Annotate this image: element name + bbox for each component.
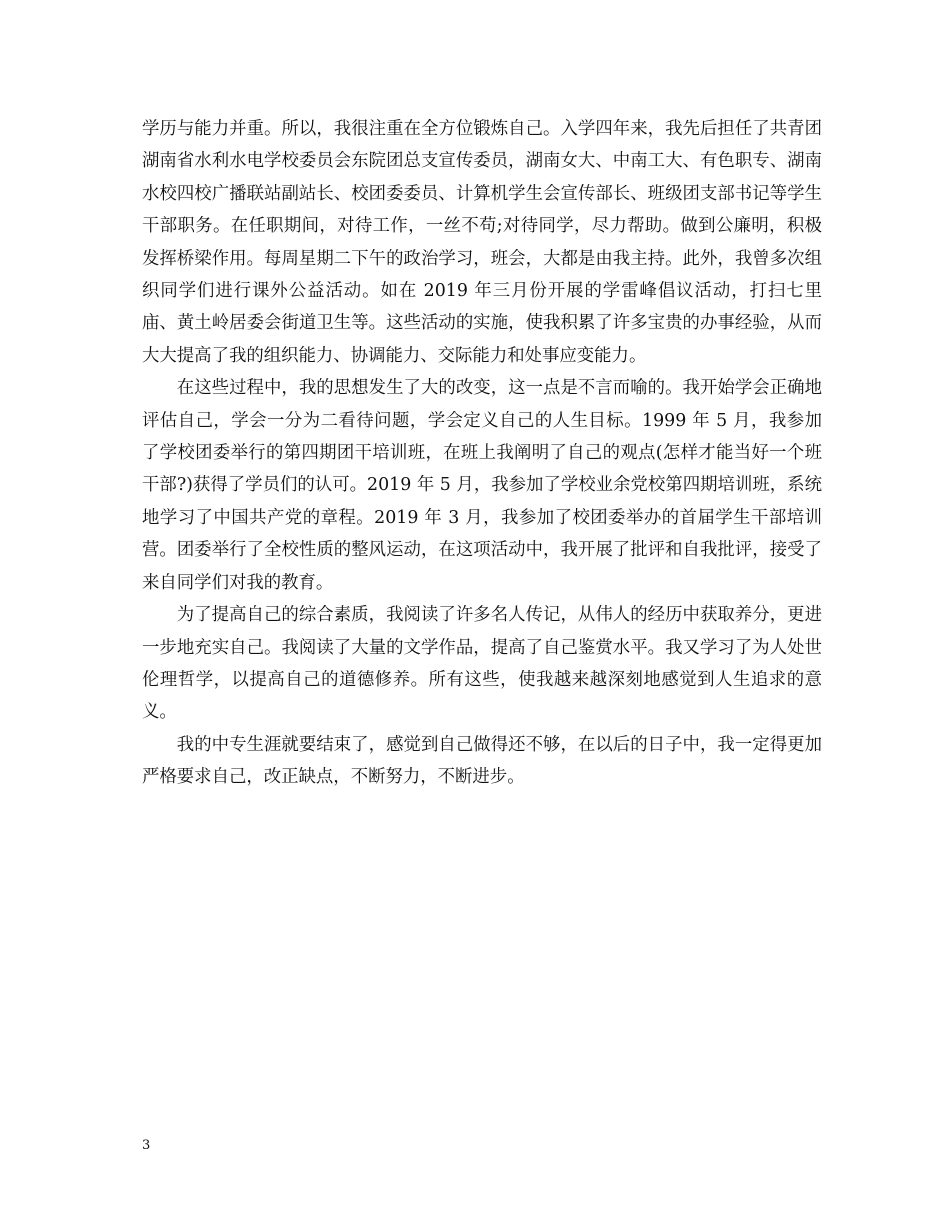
paragraph-4: 我的中专生涯就要结束了，感觉到自己做得还不够，在以后的日子中，我一定得更加严格要求自己，改正缺点，不断努力，不断进步。 [142, 734, 822, 788]
paragraph-3: 为了提高自己的综合素质，我阅读了许多名人传记，从伟人的经历中获取养分，更进一步地充实自己。我阅读了大量的文学作品，提高了自己鉴赏水平。我又学习了为人处世伦理哲学，以提高自己的道德修养。所有这些，使我越来越深刻地感觉到人生追求的意义。 [142, 605, 822, 723]
paragraph-2: 在这些过程中，我的思想发生了大的改变，这一点是不言而喻的。我开始学会正确地评估自己，学会一分为二看待问题，学会定义自己的人生目标。1999 年 5 月，我参加了学校团委举行的第四期团干培训班，在班上我阐明了自己的观点(怎样才能当好一个班干部?)获得了学员们的认可。2019 年 5 月，我参加了学校业余党校第四期培训班，系统地学习了中国共产党的章程。2019 年 3 月，我参加了校团委举办的首届学生干部培训营。团委举行了全校性质的整风运动，在这项活动中，我开展了批评和自我批评，接受了来自同学们对我的教育。 [142, 378, 822, 593]
body-text [142, 113, 822, 794]
page-number: 3 [142, 1138, 151, 1153]
paragraph-1: 学历与能力并重。所以，我很注重在全方位锻炼自己。入学四年来，我先后担任了共青团湖南省水利水电学校委员会东院团总支宣传委员，湖南女大、中南工大、有色职专、湖南水校四校广播联站副站长、校团委委员、计算机学生会宣传部长、班级团支部书记等学生干部职务。在任职期间，对待工作，一丝不苟;对待同学，尽力帮助。做到公廉明，积极发挥桥梁作用。每周星期二下午的政治学习，班会，大都是由我主持。此外，我曾多次组织同学们进行课外公益活动。如在 2019 年三月份开展的学雷峰倡议活动，打扫七里庙、黄土岭居委会街道卫生等。这些活动的实施，使我积累了许多宝贵的办事经验，从而大大提高了我的组织能力、协调能力、交际能力和处事应变能力。 [142, 119, 822, 366]
